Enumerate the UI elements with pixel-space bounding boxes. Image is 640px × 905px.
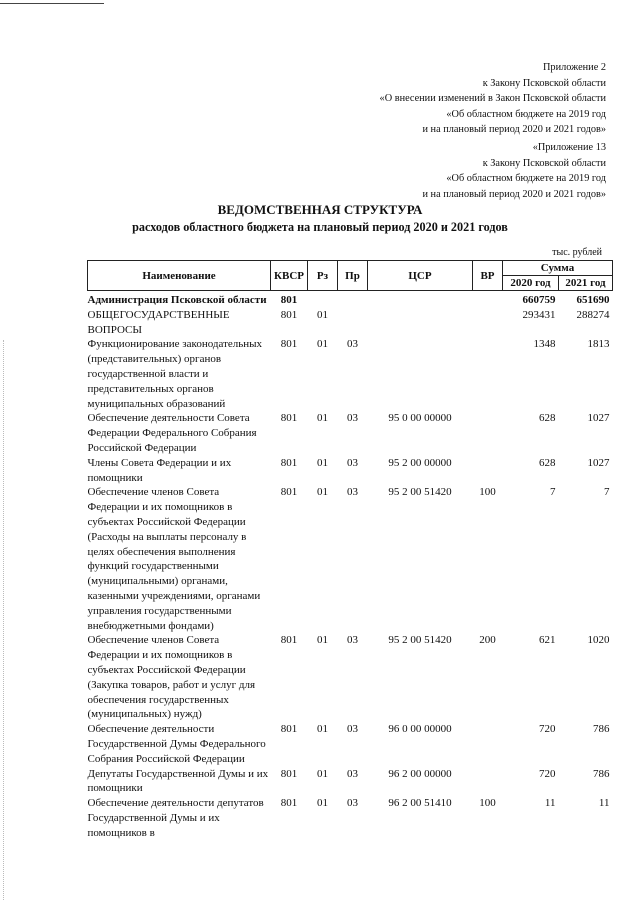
cell-pr: 03: [347, 486, 358, 499]
cell-rz: 01: [317, 634, 328, 647]
table-row: [88, 308, 613, 338]
cell-kvsr: 801: [280, 634, 298, 647]
cell-y2021: 1027: [587, 412, 610, 425]
scan-edge: [3, 340, 4, 900]
cell-vr: [473, 456, 503, 486]
cell-rz: 01: [317, 338, 328, 351]
cell-vr: [473, 411, 503, 455]
cell-y2020: 7: [550, 486, 556, 499]
header-pr: Пр: [338, 261, 368, 291]
header-kvsr: КВСР: [271, 261, 308, 291]
document-title: ВЕДОМСТВЕННАЯ СТРУКТУРА: [217, 202, 423, 217]
cell-rz: 01: [317, 456, 328, 469]
cell-name: Функционирование законодательных (представительных) органов государственной власти и представительных органов муниципальных образований: [87, 338, 263, 410]
table-row: [88, 796, 613, 840]
cell-csr: 95 0 00 00000: [388, 412, 452, 425]
cell-pr: [338, 308, 368, 338]
cell-vr: 200: [479, 634, 496, 647]
appendix-2-line: Приложение 2: [543, 62, 606, 73]
appendix-2-line: «Об областном бюджете на 2019 год: [446, 108, 606, 120]
cell-pr: 03: [347, 456, 358, 469]
cell-y2020: 1348: [533, 338, 556, 351]
cell-csr: 95 2 00 00000: [388, 456, 452, 469]
cell-name: Обеспечение деятельности Совета Федерации Федерального Собрания Российской Федерации: [87, 412, 257, 454]
cell-kvsr: 801: [280, 723, 298, 736]
header-name: Наименование: [88, 261, 271, 291]
cell-kvsr: 801: [280, 797, 298, 810]
cell-y2021: 651690: [576, 294, 610, 306]
top-rule: [0, 3, 104, 4]
cell-y2021: 1020: [587, 634, 610, 647]
cell-pr: 03: [347, 797, 358, 810]
cell-csr: 96 0 00 00000: [388, 723, 452, 736]
cell-pr: 03: [347, 767, 358, 780]
cell-name: Депутаты Государственной Думы и их помощники: [87, 767, 269, 795]
cell-kvsr: 801: [280, 338, 298, 351]
header-vr: ВР: [473, 261, 503, 291]
appendix-13-line: и на плановый период 2020 и 2021 годов»: [422, 188, 606, 200]
table-row: [88, 633, 613, 722]
cell-csr: 96 2 00 51410: [388, 797, 452, 810]
cell-rz: 01: [317, 308, 328, 321]
cell-vr: 100: [479, 797, 496, 810]
appendix-2-line: и на плановый период 2020 и 2021 годов»: [422, 124, 606, 136]
cell-pr: [338, 291, 368, 308]
table-row: [88, 722, 613, 766]
cell-name: Обеспечение деятельности Государственной Думы Федерального Собрания Российской Федерации: [87, 723, 266, 765]
table-row: [88, 291, 613, 308]
cell-y2020: 628: [539, 456, 556, 469]
header-csr: ЦСР: [368, 261, 473, 291]
cell-y2021: 11: [598, 797, 610, 810]
cell-csr: 95 2 00 51420: [388, 634, 452, 647]
cell-rz: 01: [317, 723, 328, 736]
cell-csr: [368, 291, 473, 308]
table-row: [88, 485, 613, 633]
cell-csr: 96 2 00 00000: [388, 767, 452, 780]
appendix-13-line: к Закону Псковской области: [482, 157, 606, 169]
cell-kvsr: 801: [280, 294, 298, 306]
cell-y2021: 786: [593, 723, 610, 736]
cell-name: ОБЩЕГОСУДАРСТВЕННЫЕ ВОПРОСЫ: [87, 308, 230, 336]
cell-vr: [473, 308, 503, 338]
cell-y2020: 660759: [522, 294, 556, 306]
cell-y2020: 11: [544, 797, 556, 810]
table-body: [88, 291, 613, 841]
cell-y2020: 293431: [522, 308, 556, 321]
cell-csr: 95 2 00 51420: [388, 486, 452, 499]
cell-name: Члены Совета Федерации и их помощники: [87, 456, 232, 484]
cell-pr: 03: [347, 634, 358, 647]
cell-y2021: 1813: [587, 338, 610, 351]
table-row: [88, 411, 613, 455]
cell-pr: 03: [347, 412, 358, 425]
cell-kvsr: 801: [280, 486, 298, 499]
cell-rz: 01: [317, 797, 328, 810]
cell-y2020: 621: [539, 634, 556, 647]
header-rz: Рз: [308, 261, 338, 291]
cell-rz: 01: [317, 486, 328, 499]
cell-vr: 100: [479, 486, 496, 499]
document-subtitle: расходов областного бюджета на плановый период 2020 и 2021 годов: [132, 220, 508, 234]
appendix-2-line: к Закону Псковской области: [482, 77, 606, 89]
cell-csr: [368, 308, 473, 338]
budget-table: [87, 260, 613, 840]
cell-name: Обеспечение деятельности депутатов Государственной Думы и их помощников в: [87, 797, 264, 839]
cell-pr: 03: [347, 723, 358, 736]
cell-vr: [473, 337, 503, 411]
cell-csr: [368, 337, 473, 411]
cell-vr: [473, 722, 503, 766]
appendix-2-block: [380, 60, 606, 138]
cell-kvsr: 801: [280, 412, 298, 425]
cell-y2020: 720: [539, 723, 556, 736]
cell-name: Обеспечение членов Совета Федерации и их помощников в субъектах Российской Федерации (Закупка товаров, работ и услуг для обеспечения государственных (муниципальных) нужд): [87, 634, 256, 721]
header-2020: 2020 год: [503, 276, 559, 291]
table-row: [88, 337, 613, 411]
table-row: [88, 456, 613, 486]
cell-kvsr: 801: [280, 308, 298, 321]
cell-rz: 01: [317, 767, 328, 780]
units-label: тыс. рублей: [552, 247, 602, 258]
cell-y2021: 786: [593, 767, 610, 780]
cell-y2020: 720: [539, 767, 556, 780]
appendix-2-line: «О внесении изменений в Закон Псковской области: [379, 93, 606, 105]
cell-pr: 03: [347, 338, 358, 351]
table-row: [88, 767, 613, 797]
cell-y2021: 1027: [587, 456, 610, 469]
cell-name: Администрация Псковской области: [87, 294, 267, 306]
cell-name: Обеспечение членов Совета Федерации и их помощников в субъектах Российской Федерации (Расходы на выплаты персоналу в целях обеспечения выполнения функций государственными (муниципальными) органами, казенными учреждениями, органами управления государственными внебюджетными фондами): [87, 486, 261, 632]
cell-kvsr: 801: [280, 456, 298, 469]
appendix-13-line: «Об областном бюджете на 2019 год: [446, 173, 606, 185]
cell-y2020: 628: [539, 412, 556, 425]
cell-rz: [308, 291, 338, 308]
cell-y2021: 288274: [576, 308, 610, 321]
cell-rz: 01: [317, 412, 328, 425]
cell-vr: [473, 767, 503, 797]
cell-vr: [473, 291, 503, 308]
appendix-13-block: [422, 140, 606, 202]
appendix-13-line: «Приложение 13: [532, 142, 606, 153]
cell-y2021: 7: [604, 486, 610, 499]
header-2021: 2021 год: [559, 276, 613, 291]
cell-kvsr: 801: [280, 767, 298, 780]
header-row: [88, 261, 613, 276]
header-sum: Сумма: [503, 261, 613, 276]
